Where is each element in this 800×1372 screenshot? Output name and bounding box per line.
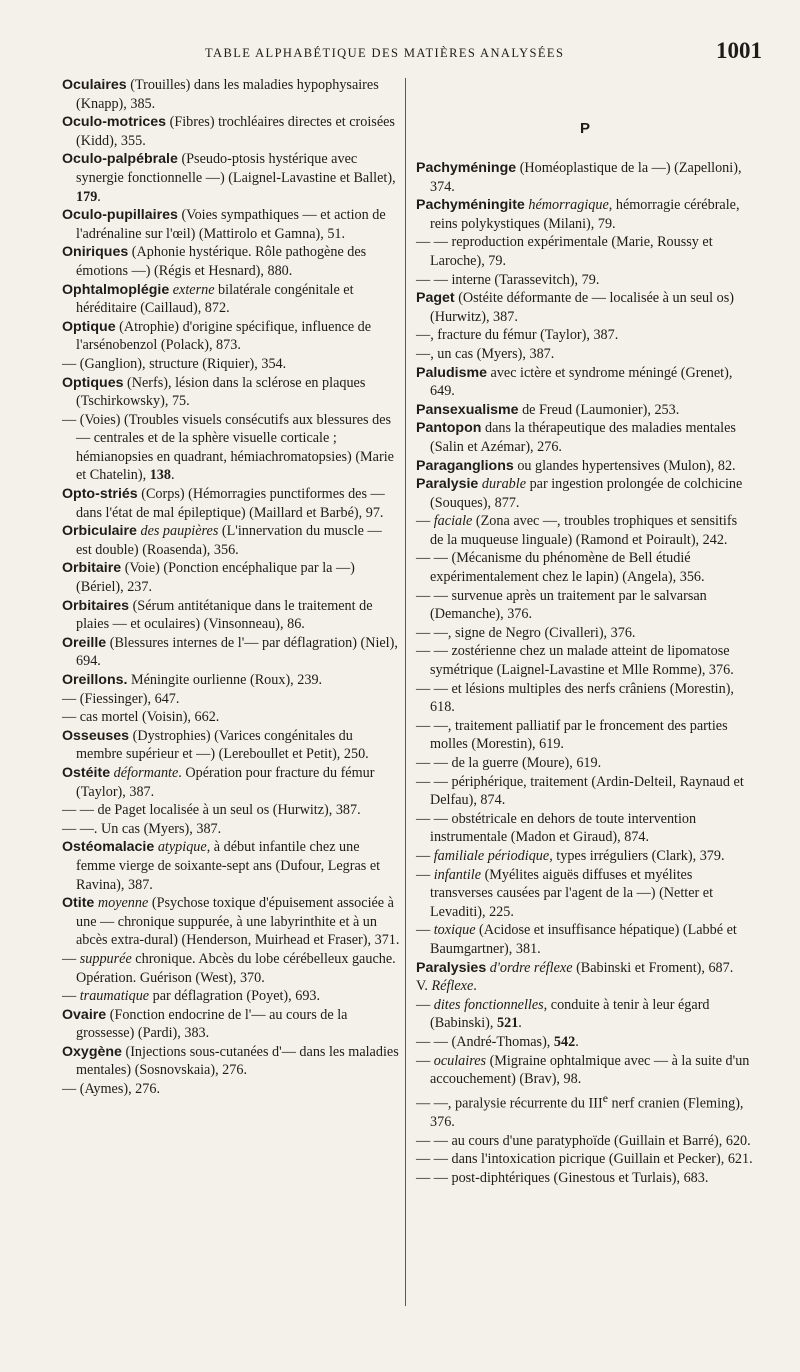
index-entry: — (Ganglion), structure (Riquier), 354.: [62, 355, 287, 372]
index-entry: Oculaires (Trouilles) dans les maladies hypophysaires (Knapp), 385.: [62, 77, 379, 112]
index-entry: — — obstétricale en dehors de toute intervention instrumentale (Madon et Giraud), 874.: [416, 810, 697, 846]
index-entry: Oculo-pupillaires (Voies sympathiques — et action de l'adrénaline sur l'œil) (Mattirolo et Gamna), 51.: [62, 207, 386, 242]
index-entry: —, un cas (Myers), 387.: [416, 345, 555, 362]
index-entry: — — reproduction expérimentale (Marie, Roussy et Laroche), 79.: [416, 234, 713, 269]
index-entry: Oreille (Blessures internes de l'— par déflagration) (Niel), 694.: [62, 634, 398, 670]
index-entry: — — dans l'intoxication picrique (Guillain et Pecker), 621.: [416, 1151, 753, 1168]
index-entry: Paralysies d'ordre réflexe (Babinski et Froment), 687.: [416, 959, 734, 976]
index-entry: Paget (Ostéite déformante de — localisée à un seul os) (Hurwitz), 387.: [416, 290, 734, 325]
index-entry: — cas mortel (Voisin), 662.: [62, 709, 220, 726]
index-entry: — —, paralysie récurrente du IIIe nerf cranien (Fleming), 376.: [416, 1090, 744, 1131]
index-entry: — —, signe de Negro (Civalleri), 376.: [416, 624, 636, 641]
index-entry: — (Voies) (Troubles visuels consécutifs aux blessures des — centrales et de la sphère visuelle corticale ; hémianopsies en quadrant, hémiachromatopsies) (Marie et Chatelin), 138.: [62, 411, 394, 484]
index-entry: — —. Un cas (Myers), 387.: [62, 820, 222, 837]
index-entry: — — au cours d'une paratyphoïde (Guillain et Barré), 620.: [416, 1132, 751, 1149]
index-entry: — — et lésions multiples des nerfs crâniens (Morestin), 618.: [416, 680, 734, 716]
index-entry: — — (André-Thomas), 542.: [416, 1033, 579, 1050]
index-entry: Ostéomalacie atypique, à début infantile chez une femme vierge de soixante-sept ans (Dufour, Legras et Ravina), 387.: [62, 839, 381, 893]
index-entry: — oculaires (Migraine ophtalmique avec — à la suite d'un accouchement) (Brav), 98.: [416, 1052, 750, 1088]
page-header: [0, 38, 800, 74]
index-entry: — traumatique par déflagration (Poyet), 693.: [62, 988, 321, 1005]
section-letter: P: [579, 120, 590, 137]
index-entry: Pansexualisme de Freud (Laumonier), 253.: [416, 401, 680, 418]
index-entry: Oniriques (Aphonie hystérique. Rôle pathogène des émotions —) (Régis et Hesnard), 880.: [62, 244, 367, 279]
index-entry: Paludisme avec ictère et syndrome méningé (Grenet), 649.: [416, 364, 733, 400]
index-entry: Oculo-motrices (Fibres) trochléaires directes et croisées (Kidd), 355.: [62, 114, 395, 149]
index-entry: — suppurée chronique. Abcès du lobe cérébelleux gauche. Opération. Guérison (West), 370.: [62, 950, 396, 986]
index-entry: Oxygène (Injections sous-cutanées d'— dans les maladies mentales) (Sosnovskaia), 276.: [62, 1043, 399, 1079]
index-entry: Pantopon dans la thérapeutique des maladies mentales (Salin et Azémar), 276.: [416, 420, 736, 455]
index-entry: Ovaire (Fonction endocrine de l'— au cours de la grossesse) (Pardi), 383.: [62, 1006, 348, 1042]
index-entry: — — zostérienne chez un malade atteint de lipomatose symétrique (Laignel-Lavastine et Mlle Romme), 376.: [416, 643, 734, 679]
index-entry: Orbiculaire des paupières (L'innervation du muscle — est double) (Roasenda), 356.: [62, 523, 382, 558]
index-entry: — — de la guerre (Moure), 619.: [416, 755, 602, 771]
index-entry: — (Fiessinger), 647.: [62, 690, 180, 707]
index-entry: — dites fonctionnelles, conduite à tenir à leur égard (Babinski), 521.: [416, 996, 710, 1032]
index-entry: Pachyméninge (Homéoplastique de la —) (Zapelloni), 374.: [416, 160, 742, 195]
index-entry: Oculo-palpébrale (Pseudo-ptosis hystérique avec synergie fonctionnelle —) (Laignel-Lavastine et Ballet), 179.: [62, 151, 396, 205]
index-entry: — infantile (Myélites aiguës diffuses et myélites transverses causées par l'agent de la —) (Netter et Levaditi), 225.: [416, 866, 714, 920]
left-column: [62, 76, 400, 1099]
index-entry: V. Réflexe.: [416, 978, 477, 995]
index-entry: — familiale périodique, types irréguliers (Clark), 379.: [416, 847, 725, 864]
index-entry: Opto-striés (Corps) (Hémorragies punctiformes des — dans l'état de mal épileptique) (Maillard et Barbé), 97.: [62, 486, 385, 521]
index-entry: Ostéite déformante. Opération pour fracture du fémur (Taylor), 387.: [62, 764, 375, 800]
page-number: 1001: [716, 38, 762, 63]
index-entry: — — survenue après un traitement par le salvarsan (Demanche), 376.: [416, 587, 707, 623]
index-entry: — (Aymes), 276.: [62, 1081, 160, 1098]
index-entry: Orbitaire (Voie) (Ponction encéphalique par la —) (Bériel), 237.: [62, 560, 355, 596]
index-entry: — —, traitement palliatif par le froncement des parties molles (Morestin), 619.: [416, 717, 728, 753]
column-divider: [405, 78, 406, 1306]
index-entry: Osseuses (Dystrophies) (Varices congénitales du membre supérieur et —) (Lereboullet et Petit), 250.: [62, 727, 369, 763]
index-entry: Ophtalmoplégie externe bilatérale congénitale et héréditaire (Caillaud), 872.: [62, 281, 354, 317]
index-entry: — — (Mécanisme du phénomène de Bell étudié expérimentalement chez le lapin) (Angela), 356.: [416, 550, 705, 586]
index-entry: Optiques (Nerfs), lésion dans la sclérose en plaques (Tschirkowsky), 75.: [62, 374, 366, 410]
index-entry: — — de Paget localisée à un seul os (Hurwitz), 387.: [62, 802, 361, 819]
index-entry: Orbitaires (Sérum antitétanique dans le traitement de plaies — et oculaires) (Vinsonneau), 86.: [62, 597, 373, 633]
index-entry: — — périphérique, traitement (Ardin-Delteil, Raynaud et Delfau), 874.: [416, 773, 744, 809]
index-entry: Pachyméningite hémorragique, hémorragie cérébrale, reins polykystiques (Milani), 79.: [416, 197, 740, 232]
index-entry: Paralysie durable par ingestion prolongée de colchicine (Souques), 877.: [416, 476, 743, 511]
index-entry: — toxique (Acidose et insuffisance hépatique) (Labbé et Baumgartner), 381.: [416, 922, 737, 957]
index-entry: —, fracture du fémur (Taylor), 387.: [416, 327, 619, 344]
index-entry: — faciale (Zona avec —, troubles trophiques et sensitifs de la muqueuse linguale) (Ramond et Poirault), 242.: [416, 513, 738, 548]
right-column: [416, 76, 754, 1187]
index-entry: Paraganglions ou glandes hypertensives (Mulon), 82.: [416, 457, 736, 474]
running-title: TABLE ALPHABÉTIQUE DES MATIÈRES ANALYSÉES: [205, 46, 565, 60]
index-entry: Oreillons. Méningite ourlienne (Roux), 239.: [62, 672, 323, 688]
index-entry: — — interne (Tarassevitch), 79.: [416, 271, 600, 288]
index-entry: Optique (Atrophie) d'origine spécifique, influence de l'arsénobenzol (Polack), 873.: [62, 318, 372, 354]
index-entry: Otite moyenne (Psychose toxique d'épuisement associée à une — chronique suppurée, à une labyrinthite et à un abcès extra-dural) (Henderson, Muirhead et Fraser), 371.: [62, 895, 400, 949]
index-entry: — — post-diphtériques (Ginestous et Turlais), 683.: [416, 1169, 709, 1186]
